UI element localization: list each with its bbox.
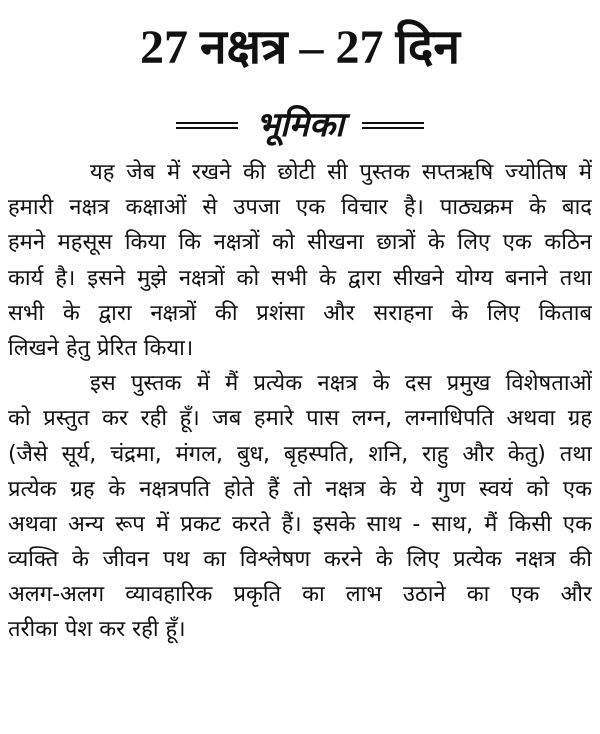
paragraph-1 (8, 155, 592, 366)
double-rule-right (362, 122, 424, 129)
section-heading-row (0, 100, 600, 150)
text-line: (जैसे सूर्य, चंद्रमा, मंगल, बुध, बृहस्पति, शनि, राहु और केतु) तथा (8, 441, 592, 467)
text-line: सभी के द्वारा नक्षत्रों की प्रशंसा और सराहना के लिए किताब (8, 300, 592, 326)
text-line: कार्य है। इसने मुझे नक्षत्रों को सभी के द्वारा सीखने योग्य बनाने तथा (8, 265, 592, 291)
text-line: तरीका पेश कर रही हूँ। (8, 617, 186, 643)
double-rule-left (176, 122, 238, 129)
body-text (8, 155, 592, 648)
text-line: को प्रस्तुत कर रही हूँ। जब हमारे पास लग्न, लग्नाधिपति अथवा ग्रह (8, 406, 592, 432)
text-line: अलग-अलग व्यावहारिक प्रकृति का लाभ उठाने का एक और (8, 582, 592, 608)
text-line: व्यक्ति के जीवन पथ का विश्लेषण करने के लिए प्रत्येक नक्षत्र की (8, 547, 592, 573)
text-line: अथवा अन्य रूप में प्रकट करते हैं। इसके साथ - साथ, मैं किसी एक (8, 511, 592, 537)
paragraph-2 (8, 366, 592, 648)
text-line: हमने महसूस किया कि नक्षत्रों को सीखना छात्रों के लिए एक कठिन (8, 230, 592, 256)
text-line: इस पुस्तक में मैं प्रत्येक नक्षत्र के दस प्रमुख विशेषताओं (90, 371, 592, 397)
text-line: लिखने हेतु प्रेरित किया। (8, 335, 194, 361)
section-heading: भूमिका (256, 105, 344, 145)
text-line: हमारी नक्षत्र कक्षाओं से उपजा एक विचार है। पाठ्यक्रम के बाद (8, 195, 592, 221)
text-line: प्रत्येक ग्रह के नक्षत्रपति होते हैं तो नक्षत्र के ये गुण स्वयं को एक (8, 476, 592, 502)
page-title: 27 नक्षत्र – 27 दिन (139, 21, 461, 74)
text-line: यह जेब में रखने की छोटी सी पुस्तक सप्तऋषि ज्योतिष में (90, 160, 592, 185)
